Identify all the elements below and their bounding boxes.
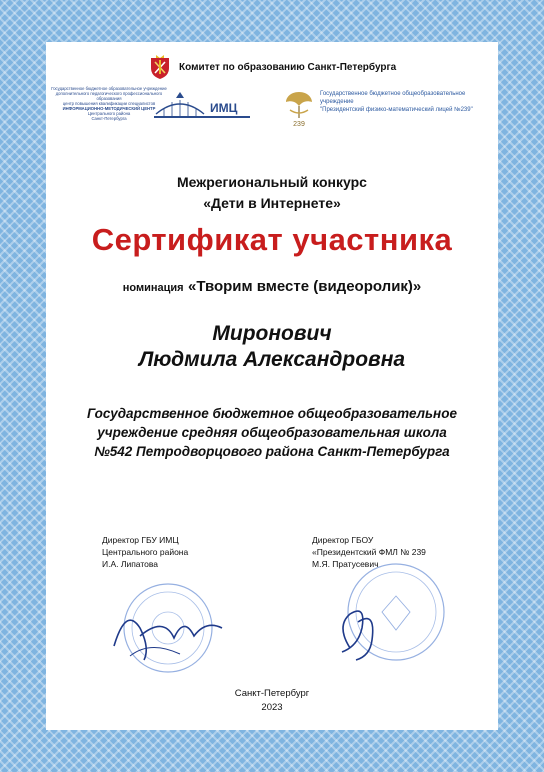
committee-title: Комитет по образованию Санкт-Петербурга (179, 61, 397, 73)
stamp-signature-right-icon (322, 556, 452, 672)
imc-description (50, 86, 168, 121)
signer-position: Директор ГБОУ (312, 535, 374, 545)
school-line: №542 Петродворцового района Санкт-Петербурга (94, 444, 450, 459)
signer-name: И.А. Липатова (102, 559, 159, 569)
footer-city: Санкт-Петербург (234, 688, 310, 699)
certificate-body (46, 42, 498, 730)
certificate-title: Сертификат участника (91, 222, 453, 257)
lyceum-number: 239 (293, 121, 305, 128)
lyceum-line: "Президентский физико-математический лицей №239" (320, 107, 473, 113)
school-line: учреждение средняя общеобразовательная школа (97, 425, 447, 440)
imc-logo-text: ИМЦ (210, 101, 238, 115)
imc-line: Центрального района (87, 111, 131, 116)
nomination (46, 278, 498, 296)
imc-line: центр повышения квалификации специалистов (62, 101, 156, 106)
imc-line: ИНФОРМАЦИОННО-МЕТОДИЧЕСКИЙ ЦЕНТР (62, 106, 156, 111)
header-committee (149, 54, 396, 80)
imc-line: Санкт-Петербурга (91, 116, 127, 121)
lyceum-line: Государственное бюджетное общеобразовательное учреждение (320, 91, 466, 105)
signer-name: М.Я. Пратусевич (312, 559, 379, 569)
spb-coat-of-arms-icon (149, 54, 171, 80)
imc-line: дополнительного педагогического профессионального образования (55, 91, 163, 101)
participant-surname: Миронович (212, 322, 332, 345)
signer-position: Директор ГБУ ИМЦ (102, 535, 179, 545)
participant-given-names: Людмила Александровна (138, 348, 406, 371)
nomination-label: номинация (122, 282, 184, 294)
signer-organization: Центрального района (102, 547, 189, 557)
lyceum-logo-block (284, 88, 498, 128)
lyceum-emblem-icon (284, 88, 314, 128)
nomination-value: «Творим вместе (видеоролик)» (188, 278, 422, 295)
signature-left (102, 534, 188, 570)
stamp-signature-left-icon (110, 576, 230, 680)
imc-bridge-logo-icon (154, 88, 250, 122)
contest-name: «Дети в Интернете» (203, 195, 341, 211)
lyceum-description (320, 90, 498, 114)
school-line: Государственное бюджетное общеобразовательное (87, 406, 457, 421)
contest-type: Межрегиональный конкурс (177, 174, 367, 190)
footer-year: 2023 (261, 702, 283, 713)
imc-line: Государственное бюджетное образовательное учреждение (51, 86, 167, 91)
imc-logo-block (50, 86, 250, 134)
signer-organization: «Президентский ФМЛ № 239 (312, 547, 426, 557)
